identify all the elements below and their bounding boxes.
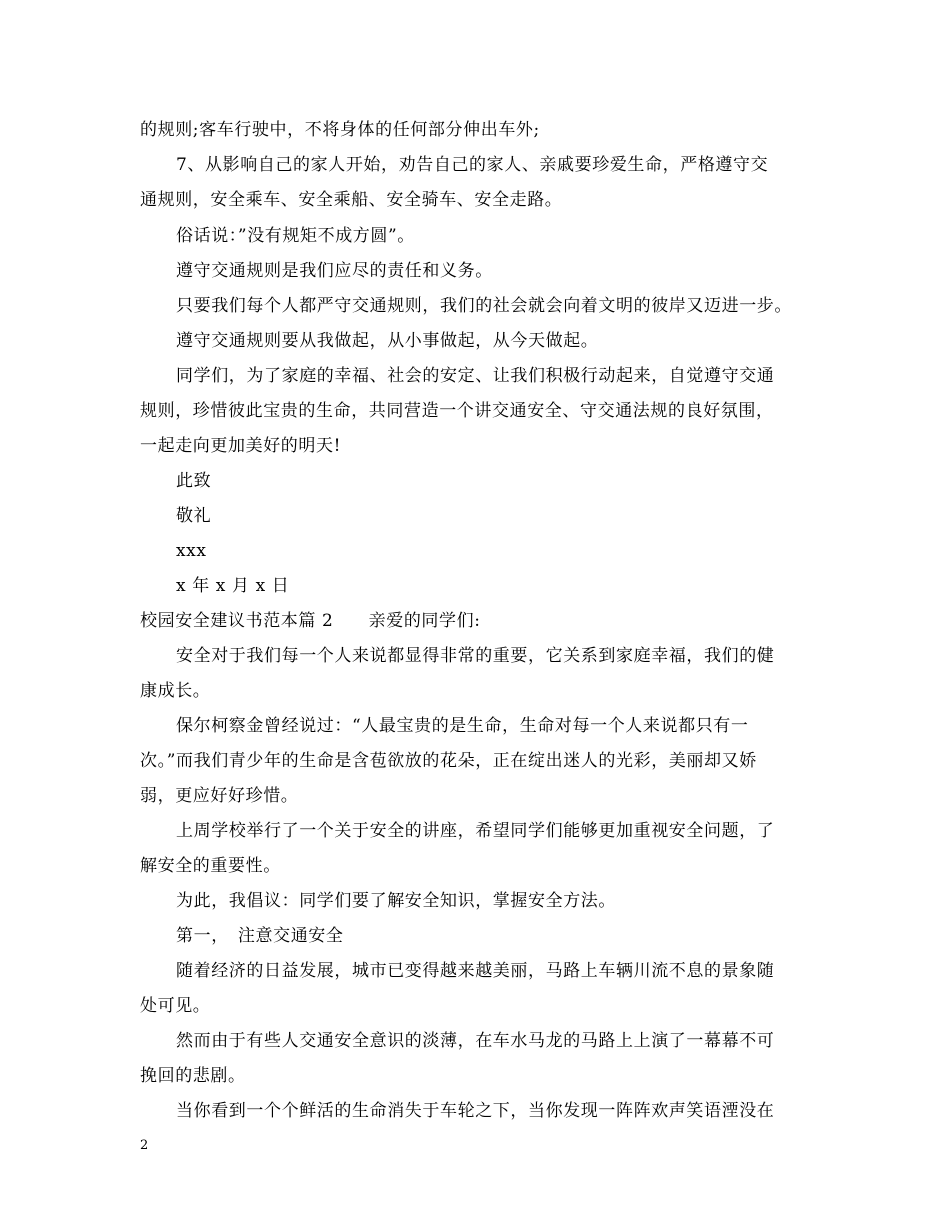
text-line: 只要我们每个人都严守交通规则，我们的社会就会向着文明的彼岸又迈进一步。 <box>176 296 792 316</box>
text-line: 处可见。 <box>140 996 211 1016</box>
text-line: 保尔柯察金曾经说过：“人最宝贵的是生命，生命对每一个人来说都只有一 <box>176 716 749 736</box>
text-line: 通规则，安全乘车、安全乘船、安全骑车、安全走路。 <box>140 190 563 210</box>
text-line: 为此，我倡议：同学们要了解安全知识，掌握安全方法。 <box>176 891 616 911</box>
text-line: 俗话说：”没有规矩不成方圆”。 <box>176 226 415 246</box>
text-line: 上周学校举行了一个关于安全的讲座，希望同学们能够更加重视安全问题，了 <box>176 821 775 841</box>
text-line: 当你看到一个个鲜活的生命消失于车轮之下，当你发现一阵阵欢声笑语湮没在 <box>176 1101 775 1121</box>
text-line: 第一， 注意交通安全 <box>176 926 344 946</box>
text-line: 解安全的重要性。 <box>140 856 281 876</box>
page-number: 2 <box>140 1138 149 1153</box>
text-line: 安全对于我们每一个人来说都显得非常的重要，它关系到家庭幸福，我们的健 <box>176 646 775 666</box>
text-line: 的规则;客车行驶中，不将身体的任何部分伸出车外; <box>140 120 540 140</box>
text-line: 一起走向更加美好的明天! <box>140 436 342 456</box>
text-line: 弱，更应好好珍惜。 <box>140 786 299 806</box>
text-line: 敬礼 <box>176 506 212 526</box>
text-line: 遵守交通规则要从我做起，从小事做起，从今天做起。 <box>176 331 599 351</box>
text-line: 随着经济的日益发展，城市已变得越来越美丽，马路上车辆川流不息的景象随 <box>176 961 775 981</box>
text-line: xxx <box>176 541 207 561</box>
text-line: 规则，珍惜彼此宝贵的生命，共同营造一个讲交通安全、守交通法规的良好氛围， <box>140 401 774 421</box>
text-line: 此致 <box>176 471 212 491</box>
text-line: 同学们，为了家庭的幸福、社会的安定、让我们积极行动起来，自觉遵守交通 <box>176 366 775 386</box>
section-heading: 校园安全建议书范本篇 2 亲爱的同学们: <box>140 611 481 631</box>
text-line: 次。”而我们青少年的生命是含苞欲放的花朵，正在绽出迷人的光彩，美丽却又娇 <box>140 751 757 771</box>
text-line: 康成长。 <box>140 681 211 701</box>
text-line: x 年 x 月 x 日 <box>176 576 290 596</box>
text-line: 遵守交通规则是我们应尽的责任和义务。 <box>176 261 493 281</box>
text-line: 然而由于有些人交通安全意识的淡薄，在车水马龙的马路上上演了一幕幕不可 <box>176 1031 775 1051</box>
text-line: 7、从影响自己的家人开始，劝告自己的家人、亲戚要珍爱生命，严格遵守交 <box>176 155 769 175</box>
text-line: 挽回的悲剧。 <box>140 1066 246 1086</box>
